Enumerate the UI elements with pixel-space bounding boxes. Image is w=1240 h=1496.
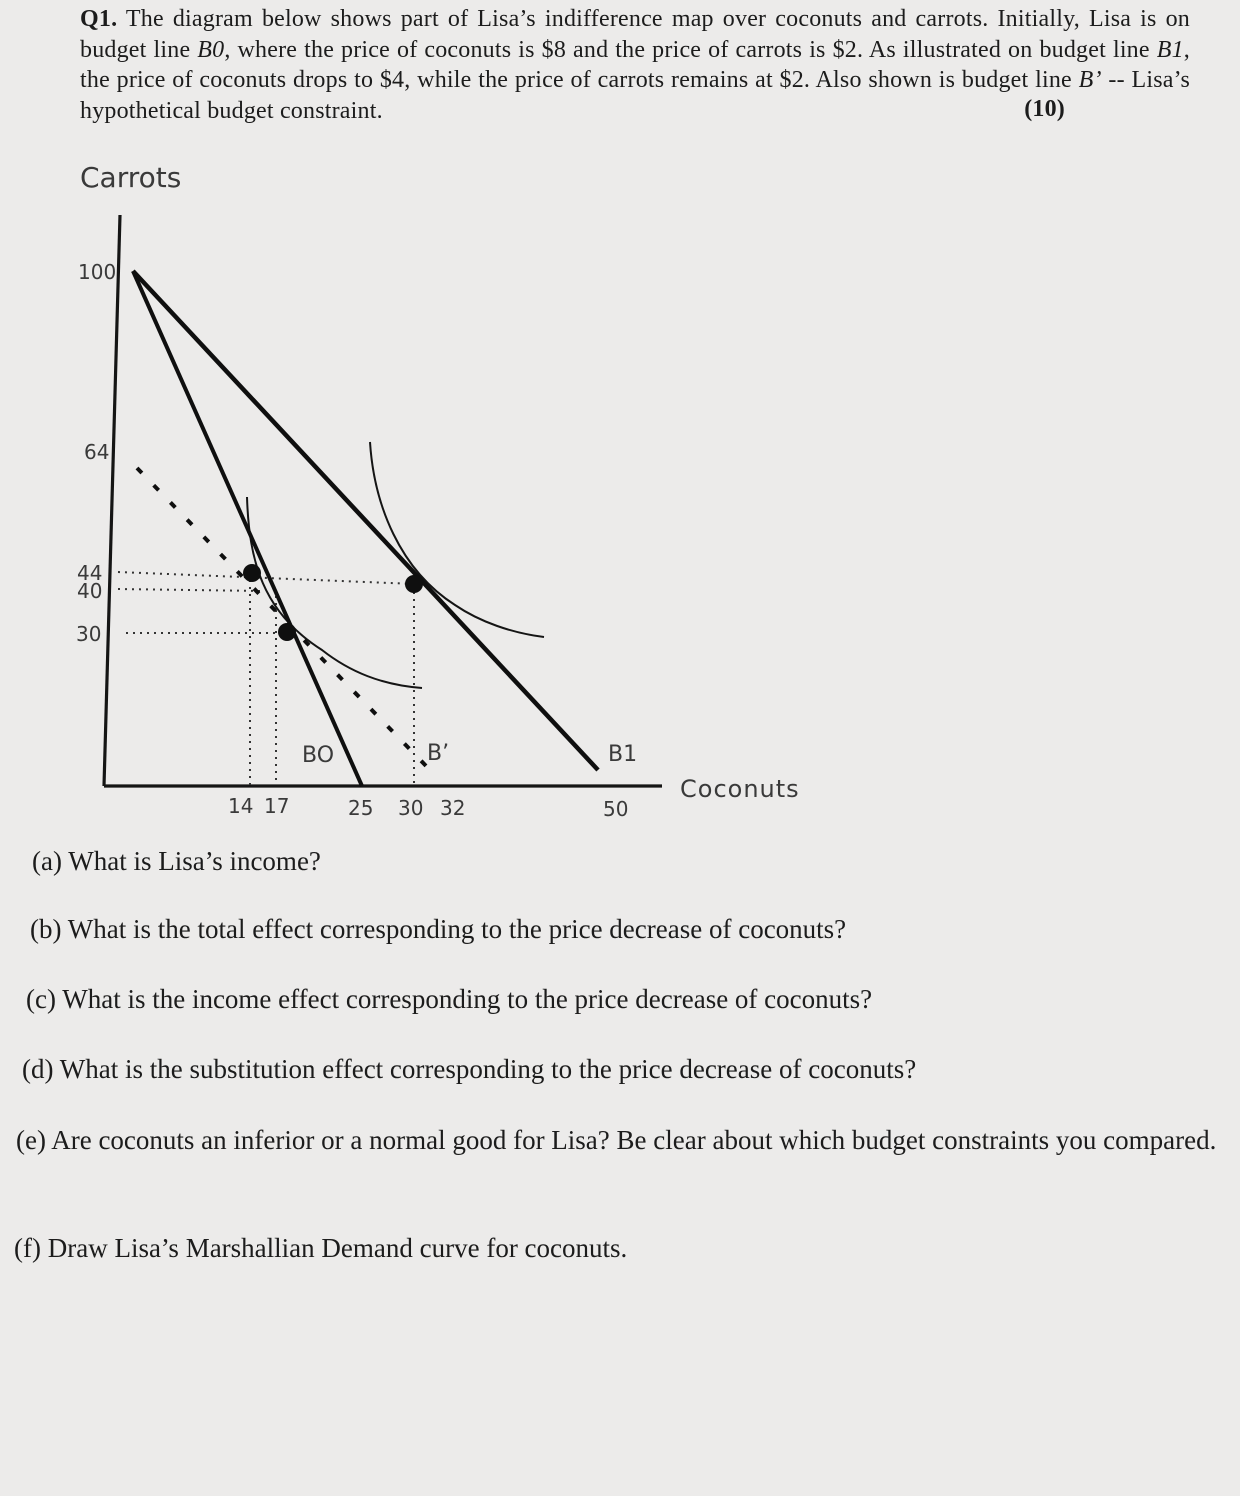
- subquestion-f: (f) Draw Lisa’s Marshallian Demand curve for coconuts.: [14, 1233, 628, 1263]
- optimum-point-a: [243, 564, 261, 582]
- indifference-curve-1: [247, 497, 422, 688]
- x-tick-label: 17: [264, 794, 290, 818]
- indifference-curve-2: [370, 442, 544, 637]
- subquestion-b: (b) What is the total effect corresponding to the price decrease of coconuts?: [30, 914, 847, 944]
- y-axis-label: Carrots: [80, 161, 182, 194]
- x-tick-label: 30: [398, 796, 424, 820]
- budget-line-b1: [133, 271, 598, 770]
- budget-line-bprime-ref: B’: [1078, 67, 1102, 93]
- subquestion-d: (d) What is the substitution effect corresponding to the price decrease of coconuts?: [22, 1054, 917, 1084]
- budget-line-bprime: [137, 468, 430, 770]
- budget-line-bprime-label: B’: [427, 741, 450, 766]
- guide-40: [118, 589, 262, 591]
- question-text-part: , where the price of coconuts is $8 and the price of carrots is $2. As illustrated on budget line: [224, 36, 1157, 63]
- x-tick-label: 50: [603, 797, 629, 821]
- subquestion-e: (e) Are coconuts an inferior or a normal good for Lisa? Be clear about which budget constraints you compared.: [16, 1125, 1217, 1155]
- budget-line-b1-ref: B1: [1156, 36, 1184, 63]
- question-text-part: , the price of coconuts drops to $4, while the price of carrots remains at $2. Also shown is budget line: [80, 36, 1190, 93]
- y-tick-label: 64: [84, 440, 110, 464]
- question-text-part: The diagram below shows part of Lisa’s indifference map over coconuts and carrots. Initially, Lisa is on budget line: [80, 6, 1190, 63]
- budget-line-b0-ref: B0: [197, 36, 225, 63]
- x-tick-label: 14: [228, 794, 254, 818]
- budget-line-b0: [133, 271, 362, 786]
- x-tick-label: 32: [440, 796, 466, 820]
- x-axis-label: Coconuts: [680, 775, 800, 803]
- y-tick-label: 100: [78, 260, 117, 284]
- question-number: Q1.: [80, 6, 118, 32]
- y-tick-label: 40: [77, 579, 103, 603]
- optimum-point-c: [405, 575, 423, 593]
- question-marks: (10): [1024, 95, 1065, 122]
- x-tick-label: 25: [348, 796, 374, 820]
- subquestion-c: (c) What is the income effect corresponding to the price decrease of coconuts?: [26, 984, 873, 1014]
- budget-line-b0-label: BO: [302, 743, 335, 768]
- subquestion-a: (a) What is Lisa’s income?: [32, 846, 321, 876]
- y-tick-label: 44: [77, 561, 103, 585]
- y-axis: [104, 215, 120, 786]
- optimum-point-b: [278, 623, 296, 641]
- budget-line-b1-label: B1: [608, 742, 638, 767]
- question-text-part: -- Lisa’s hypothetical budget constraint.: [80, 67, 1191, 124]
- y-tick-label: 30: [76, 622, 102, 646]
